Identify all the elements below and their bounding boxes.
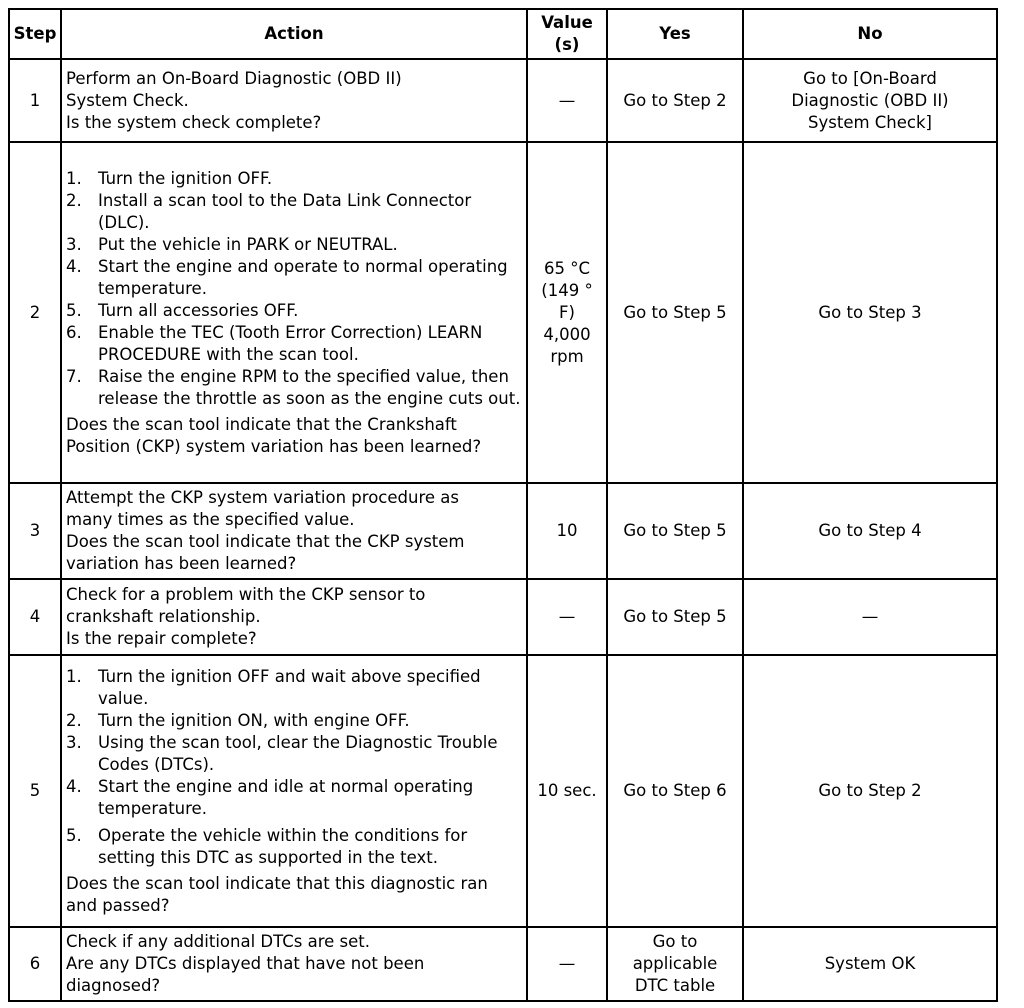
diagnostic-table-container: [8, 8, 998, 1002]
action-line: crankshaft relationship.: [66, 607, 261, 626]
action-cell: [61, 483, 527, 579]
table-row-step-4: [9, 579, 997, 655]
action-step: 7. Raise the engine RPM to the specified value, then release the throttle as soon as the engine cuts out.: [66, 366, 521, 408]
action-step: 1. Turn the ignition OFF and wait above specified value.: [66, 666, 481, 708]
action-question: Does the scan tool indicate that the Crankshaft Position (CKP) system variation has been learned?: [66, 414, 482, 456]
header-value-line2: (s): [554, 35, 580, 54]
action-step-list: [66, 168, 522, 410]
action-step: 6. Enable the TEC (Tooth Error Correction) LEARN PROCEDURE with the scan tool.: [66, 322, 483, 364]
action-line: System Check.: [66, 90, 189, 110]
table-row-step-5: [9, 655, 997, 927]
action-cell: [61, 579, 527, 655]
value-cell: [527, 142, 607, 483]
step-number: 5: [9, 655, 61, 927]
no-cell: Go to Step 2: [743, 655, 997, 927]
step-number: 2: [9, 142, 61, 483]
yes-line: Go to: [652, 932, 698, 951]
action-step-list: [66, 666, 522, 869]
no-cell: [743, 59, 997, 142]
action-line: many times as the specified value.: [66, 510, 355, 529]
value-line: 65 °C: [543, 258, 590, 278]
value-line: 4,000: [543, 324, 591, 344]
value-cell: —: [527, 927, 607, 1001]
yes-cell: Go to Step 2: [607, 59, 743, 142]
header-yes: Yes: [607, 9, 743, 59]
value-cell: 10: [527, 483, 607, 579]
table-row-step-6: [9, 927, 997, 1001]
yes-cell: Go to Step 5: [607, 483, 743, 579]
yes-line: DTC table: [634, 976, 716, 995]
action-line: Does the scan tool indicate that the CKP system: [66, 532, 465, 551]
diagnostic-table: [8, 8, 998, 1002]
action-line: Is the repair complete?: [66, 629, 257, 648]
action-line: Are any DTCs displayed that have not been: [66, 954, 425, 973]
action-cell: [61, 59, 527, 142]
action-step: 5. Turn all accessories OFF.: [66, 300, 299, 320]
value-line: rpm: [550, 346, 584, 366]
yes-cell: Go to Step 5: [607, 142, 743, 483]
step-number: 6: [9, 927, 61, 1001]
table-row-step-2: [9, 142, 997, 483]
action-line: Is the system check complete?: [66, 112, 322, 132]
yes-line: applicable: [632, 954, 718, 973]
header-no: No: [743, 9, 997, 59]
action-line: Check if any additional DTCs are set.: [66, 932, 370, 951]
header-row: [9, 9, 997, 59]
step-number: 1: [9, 59, 61, 142]
no-line: Go to [On-Board: [803, 68, 937, 88]
action-line: diagnosed?: [66, 976, 161, 995]
yes-cell: Go to Step 6: [607, 655, 743, 927]
value-line: (149 °: [541, 280, 593, 300]
action-step: 2. Turn the ignition ON, with engine OFF.: [66, 710, 410, 730]
action-line: Attempt the CKP system variation procedure as: [66, 488, 459, 507]
yes-cell: Go to Step 5: [607, 579, 743, 655]
no-line: System Check]: [808, 112, 932, 132]
no-cell: Go to Step 3: [743, 142, 997, 483]
action-line: variation has been learned?: [66, 554, 297, 573]
value-cell: —: [527, 579, 607, 655]
header-value: [527, 9, 607, 59]
yes-cell: [607, 927, 743, 1001]
action-cell: [61, 655, 527, 927]
step-number: 4: [9, 579, 61, 655]
header-value-line1: Value: [541, 13, 593, 32]
no-cell: —: [743, 579, 997, 655]
value-cell: —: [527, 59, 607, 142]
step-number: 3: [9, 483, 61, 579]
table-row-step-1: [9, 59, 997, 142]
action-step: 2. Install a scan tool to the Data Link Connector (DLC).: [66, 190, 472, 232]
value-line: F): [559, 302, 575, 322]
action-line: Check for a problem with the CKP sensor to: [66, 585, 426, 604]
no-cell: System OK: [743, 927, 997, 1001]
action-step: 5. Operate the vehicle within the conditions for setting this DTC as supported in the text.: [66, 825, 468, 867]
header-step: Step: [9, 9, 61, 59]
no-line: Diagnostic (OBD II): [791, 90, 949, 110]
action-step: 1. Turn the ignition OFF.: [66, 168, 273, 188]
action-cell: [61, 142, 527, 483]
table-row-step-3: [9, 483, 997, 579]
action-cell: [61, 927, 527, 1001]
action-question: Does the scan tool indicate that this diagnostic ran and passed?: [66, 873, 488, 915]
action-step: 4. Start the engine and operate to normal operating temperature.: [66, 256, 508, 298]
action-step: 3. Put the vehicle in PARK or NEUTRAL.: [66, 234, 398, 254]
action-step: 3. Using the scan tool, clear the Diagnostic Trouble Codes (DTCs).: [66, 732, 498, 774]
header-action: Action: [61, 9, 527, 59]
no-cell: Go to Step 4: [743, 483, 997, 579]
action-step: 4. Start the engine and idle at normal operating temperature.: [66, 776, 474, 818]
value-cell: 10 sec.: [527, 655, 607, 927]
action-line: Perform an On-Board Diagnostic (OBD II): [66, 68, 402, 88]
